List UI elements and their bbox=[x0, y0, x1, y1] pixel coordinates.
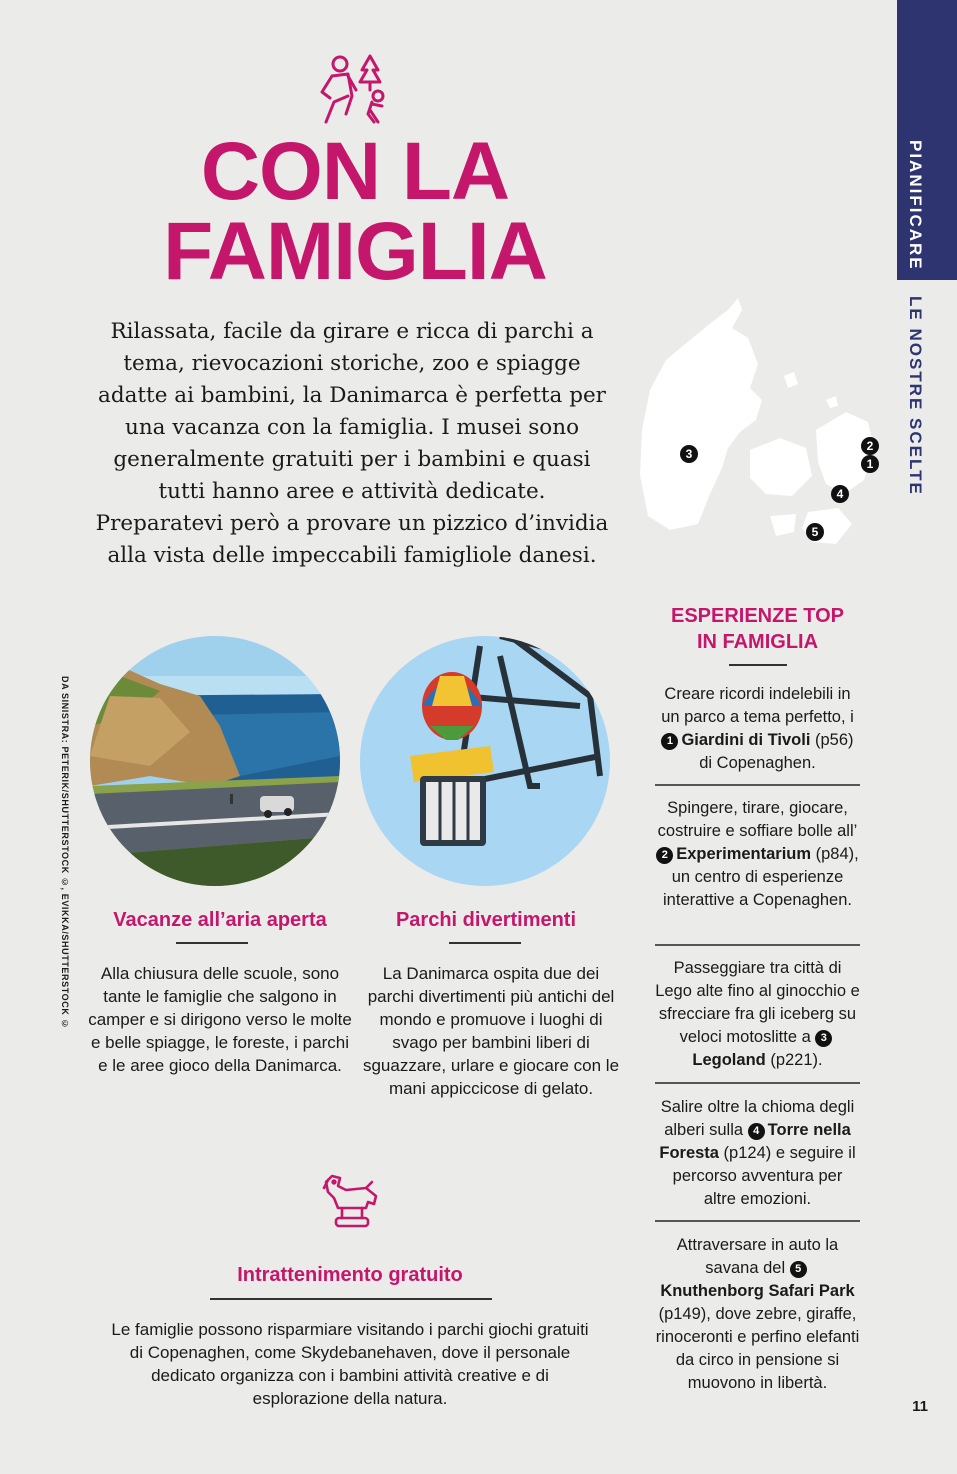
number-badge-icon: 1 bbox=[661, 733, 678, 750]
family-hiking-icon bbox=[312, 52, 392, 132]
rocking-horse-icon bbox=[318, 1168, 382, 1232]
experience-place: Legoland bbox=[692, 1051, 766, 1069]
map-marker-3 bbox=[680, 445, 698, 463]
ferris-wheel-photo bbox=[360, 636, 610, 886]
experience-item bbox=[655, 797, 860, 912]
experience-place: Knuthenborg Safari Park bbox=[660, 1282, 855, 1300]
number-badge-icon: 5 bbox=[790, 1261, 807, 1278]
number-badge-icon: 4 bbox=[748, 1123, 765, 1140]
page-number: 11 bbox=[912, 1398, 928, 1415]
outdoor-title-rule bbox=[176, 942, 248, 944]
svg-text:1: 1 bbox=[866, 457, 874, 471]
experience-text: Creare ricordi indelebili in un parco a tema perfetto, i bbox=[661, 685, 854, 726]
experience-text: (p221). bbox=[765, 1051, 823, 1069]
title-line-2: FAMIGLIA bbox=[163, 206, 547, 297]
experience-divider bbox=[655, 1220, 860, 1222]
parks-section-title: Parchi divertimenti bbox=[395, 909, 577, 931]
map-marker-4 bbox=[831, 485, 849, 503]
experience-place: Torre nella Foresta bbox=[659, 1121, 851, 1162]
free-section-text: Le famiglie possono risparmiare visitando i parchi giochi gratuiti di Copenaghen, come Skydebanehaven, dove il personale dedicato organizza con i bambini attività creative e di esplorazione della natura. bbox=[111, 1320, 589, 1408]
experience-text: Spingere, tirare, giocare, costruire e soffiare bolle all’ bbox=[657, 799, 858, 840]
top-title-line-2: IN FAMIGLIA bbox=[696, 631, 819, 653]
experience-text: (p124) e seguire il percorso avventura per altre emozioni. bbox=[672, 1144, 856, 1208]
intro-paragraph: Rilassata, facile da girare e ricca di parchi a tema, rievocazioni storiche, zoo e spiagge adatte ai bambini, la Danimarca è perfetta per una vacanza con la famiglia. I musei sono generalmente gratuiti per i bambini e quasi tutti hanno aree e attività dedicate. Preparatevi però a provare un pizzico d’invidia alla vista delle impeccabili famigliole danesi. bbox=[95, 319, 609, 568]
number-badge-icon: 3 bbox=[815, 1030, 832, 1047]
top-experiences-title bbox=[655, 603, 860, 655]
title-line-1: CON LA bbox=[200, 126, 510, 217]
experience-item bbox=[655, 1096, 860, 1211]
experience-divider bbox=[655, 944, 860, 946]
map-marker-1 bbox=[861, 455, 879, 473]
free-title-rule bbox=[210, 1298, 492, 1300]
experience-text: Salire oltre la chioma degli alberi sulla bbox=[660, 1098, 855, 1139]
experience-item bbox=[655, 1234, 860, 1395]
top-title-line-1: ESPERIENZE TOP bbox=[670, 605, 844, 627]
number-badge-icon: 2 bbox=[656, 847, 673, 864]
parks-section-text: La Danimarca ospita due dei parchi divertimenti più antichi del mondo e promuove i luoghi di svago per bambini liberi di sguazzare, urlare e giocare con le mani appiccicose di gelato. bbox=[362, 964, 620, 1098]
experience-divider bbox=[655, 1082, 860, 1084]
experience-text: Attraversare in auto la savana del bbox=[676, 1236, 839, 1277]
denmark-map bbox=[630, 280, 900, 580]
photo-credit: DA SINISTRA: PETERIK/SHUTTERSTOCK ©, EVIKKA/SHUTTERSTOCK © bbox=[60, 676, 70, 1030]
free-section-title: Intrattenimento gratuito bbox=[237, 1264, 463, 1286]
experience-divider bbox=[655, 784, 860, 786]
svg-text:5: 5 bbox=[811, 525, 819, 539]
parks-title-rule bbox=[449, 942, 521, 944]
subsection-label: LE NOSTRE SCELTE bbox=[906, 296, 925, 496]
experience-text: (p84), un centro di esperienze interattive a Copenaghen. bbox=[663, 845, 859, 909]
experience-place: Experimentarium bbox=[676, 845, 812, 863]
experience-item bbox=[655, 957, 860, 1072]
map-marker-5 bbox=[806, 523, 824, 541]
svg-text:4: 4 bbox=[836, 487, 844, 501]
map-marker-2 bbox=[861, 437, 879, 455]
experience-place: Giardini di Tivoli bbox=[681, 731, 811, 749]
section-label: PIANIFICARE bbox=[906, 140, 925, 271]
outdoor-section-text: Alla chiusura delle scuole, sono tante le famiglie che salgono in camper e si dirigono verso le molte e belle spiagge, le foreste, i parchi e le aree gioco della Danimarca. bbox=[88, 964, 352, 1075]
coast-road-photo bbox=[90, 636, 340, 886]
page-title bbox=[60, 126, 650, 297]
svg-text:2: 2 bbox=[866, 439, 874, 453]
top-experiences-rule bbox=[729, 664, 787, 666]
experience-text: Passeggiare tra città di Lego alte fino al ginocchio e sfrecciare fra gli iceberg su veloci motoslitte a bbox=[655, 959, 860, 1046]
experience-item bbox=[655, 683, 860, 775]
outdoor-section-title: Vacanze all’aria aperta bbox=[113, 909, 327, 931]
svg-text:3: 3 bbox=[685, 447, 693, 461]
experience-text: (p149), dove zebre, giraffe, rinoceronti e perfino elefanti da circo in pensione si muovono in libertà. bbox=[655, 1305, 860, 1392]
experience-text: (p56) di Copenaghen. bbox=[699, 731, 854, 772]
